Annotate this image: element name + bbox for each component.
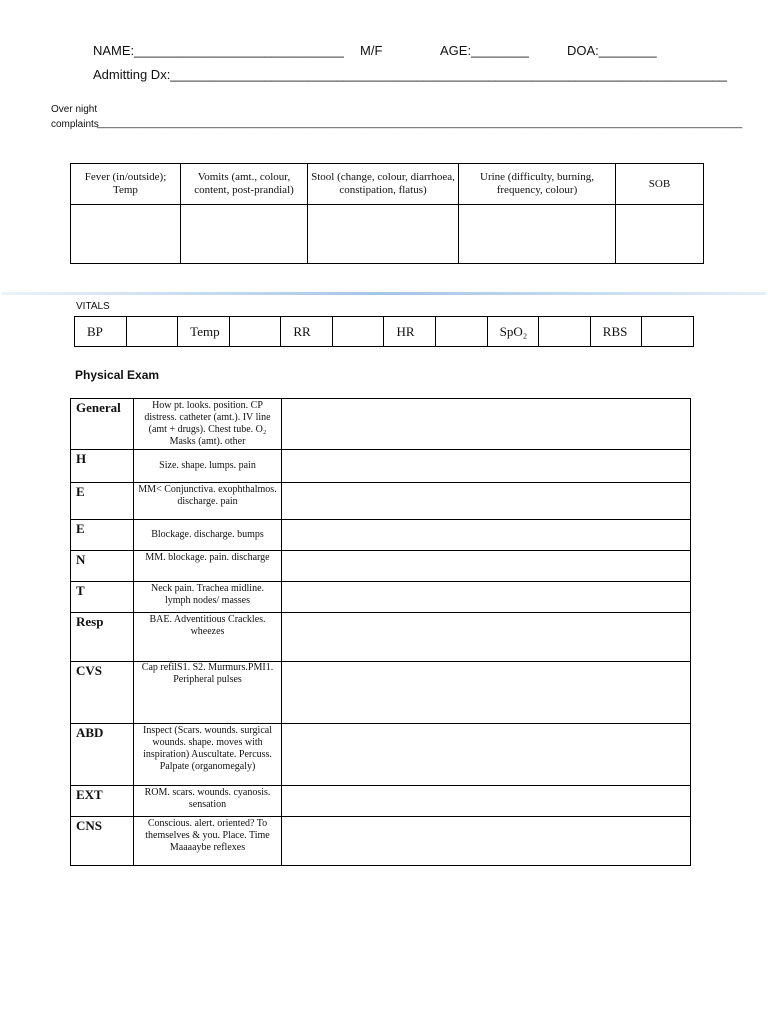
- pe-desc-throat: Neck pain. Trachea midline. lymph nodes/ masses: [134, 582, 282, 613]
- vital-label-bp: BP: [75, 317, 127, 347]
- pe-notes-nose[interactable]: [282, 551, 691, 582]
- pe-row-throat: [71, 582, 691, 613]
- vital-label-temp: Temp: [178, 317, 230, 347]
- pe-desc-ext: ROM. scars. wounds. cyanosis. sensation: [134, 786, 282, 817]
- pe-desc-ears: Blockage. discharge. bumps: [134, 520, 282, 551]
- pe-notes-cns[interactable]: [282, 817, 691, 866]
- vital-value-hr[interactable]: [436, 317, 488, 347]
- stool-header: Stool (change, colour, diarrhoea, constipation, flatus): [308, 164, 459, 205]
- vitals-row: [75, 317, 694, 347]
- vital-value-rr[interactable]: [332, 317, 384, 347]
- vitals-title: VITALS: [76, 301, 110, 312]
- pe-desc-abd: Inspect (Scars. wounds. surgical wounds. shape. moves with inspiration) Auscultate. Percuss. Palpate (organomegaly): [134, 724, 282, 786]
- pe-key-eyes: E: [71, 483, 134, 520]
- pe-desc-cvs: Cap refilS1. S2. Murmurs.PMI1. Peripheral pulses: [134, 662, 282, 724]
- pe-notes-throat[interactable]: [282, 582, 691, 613]
- pe-desc-nose: MM. blockage. pain. discharge: [134, 551, 282, 582]
- vital-value-temp[interactable]: [229, 317, 281, 347]
- pe-row-abd: [71, 724, 691, 786]
- pe-row-resp: [71, 613, 691, 662]
- pe-notes-resp[interactable]: [282, 613, 691, 662]
- pe-notes-abd[interactable]: [282, 724, 691, 786]
- vomits-cell[interactable]: [181, 205, 308, 264]
- overnight-label-line2: complaints: [51, 119, 99, 130]
- sob-header: SOB: [616, 164, 704, 205]
- pe-key-abd: ABD: [71, 724, 134, 786]
- pe-row-general: [71, 399, 691, 450]
- sob-cell[interactable]: [616, 205, 704, 264]
- pe-row-head: [71, 450, 691, 483]
- pe-row-cvs: [71, 662, 691, 724]
- admitting-dx-field[interactable]: Admitting Dx:_____________________________________________________________________________: [93, 67, 728, 82]
- pe-desc-resp: BAE. Adventitious Crackles. wheezes: [134, 613, 282, 662]
- overnight-complaints-line[interactable]: ____________________________________________________________________________________________________________________: [97, 118, 743, 129]
- pe-notes-cvs[interactable]: [282, 662, 691, 724]
- pe-notes-ears[interactable]: [282, 520, 691, 551]
- pe-key-resp: Resp: [71, 613, 134, 662]
- complaints-entry-row: [71, 205, 704, 264]
- pe-notes-eyes[interactable]: [282, 483, 691, 520]
- pe-key-ears: E: [71, 520, 134, 551]
- complaints-table: [70, 163, 704, 264]
- pe-key-throat: T: [71, 582, 134, 613]
- pe-key-head: H: [71, 450, 134, 483]
- overnight-label-line1: Over night: [51, 104, 98, 115]
- vital-label-rbs: RBS: [590, 317, 642, 347]
- fever-cell[interactable]: [71, 205, 181, 264]
- pe-desc-cns: Conscious. alert. oriented? To themselves & you. Place. Time Maaaaybe reflexes: [134, 817, 282, 866]
- urine-header: Urine (difficulty, burning, frequency, colour): [459, 164, 616, 205]
- vital-value-bp[interactable]: [126, 317, 178, 347]
- physical-exam-table: [70, 398, 691, 866]
- section-divider: [2, 292, 766, 295]
- pe-desc-head: Size. shape. lumps. pain: [134, 450, 282, 483]
- name-field[interactable]: NAME:_____________________________: [93, 43, 344, 58]
- vital-label-hr: HR: [384, 317, 436, 347]
- pe-notes-ext[interactable]: [282, 786, 691, 817]
- fever-header: Fever (in/outside); Temp: [71, 164, 181, 205]
- vital-value-rbs[interactable]: [642, 317, 694, 347]
- sex-field[interactable]: M/F: [360, 43, 383, 58]
- pe-key-cvs: CVS: [71, 662, 134, 724]
- vital-label-spo2: SpO₂: [487, 317, 539, 347]
- pe-row-cns: [71, 817, 691, 866]
- vital-label-rr: RR: [281, 317, 333, 347]
- vomits-header: Vomits (amt., colour, content, post-prandial): [181, 164, 308, 205]
- physical-exam-title: Physical Exam: [75, 368, 160, 382]
- pe-key-general: General: [71, 399, 134, 450]
- age-field[interactable]: AGE:________: [440, 43, 529, 58]
- complaints-header-row: [71, 164, 704, 205]
- vital-value-spo2[interactable]: [539, 317, 591, 347]
- pe-desc-general: How pt. looks. position. CP distress. catheter (amt.). IV line (amt + drugs). Chest tube. O₂ Masks (amt). other: [134, 399, 282, 450]
- urine-cell[interactable]: [459, 205, 616, 264]
- pe-row-eyes: [71, 483, 691, 520]
- pe-key-nose: N: [71, 551, 134, 582]
- pe-row-ext: [71, 786, 691, 817]
- pe-notes-general[interactable]: [282, 399, 691, 450]
- pe-row-nose: [71, 551, 691, 582]
- pe-row-ears: [71, 520, 691, 551]
- pe-key-ext: EXT: [71, 786, 134, 817]
- vitals-table: [74, 316, 694, 347]
- doa-field[interactable]: DOA:________: [567, 43, 657, 58]
- pe-notes-head[interactable]: [282, 450, 691, 483]
- pe-desc-eyes: MM< Conjunctiva. exophthalmos. discharge. pain: [134, 483, 282, 520]
- stool-cell[interactable]: [308, 205, 459, 264]
- pe-key-cns: CNS: [71, 817, 134, 866]
